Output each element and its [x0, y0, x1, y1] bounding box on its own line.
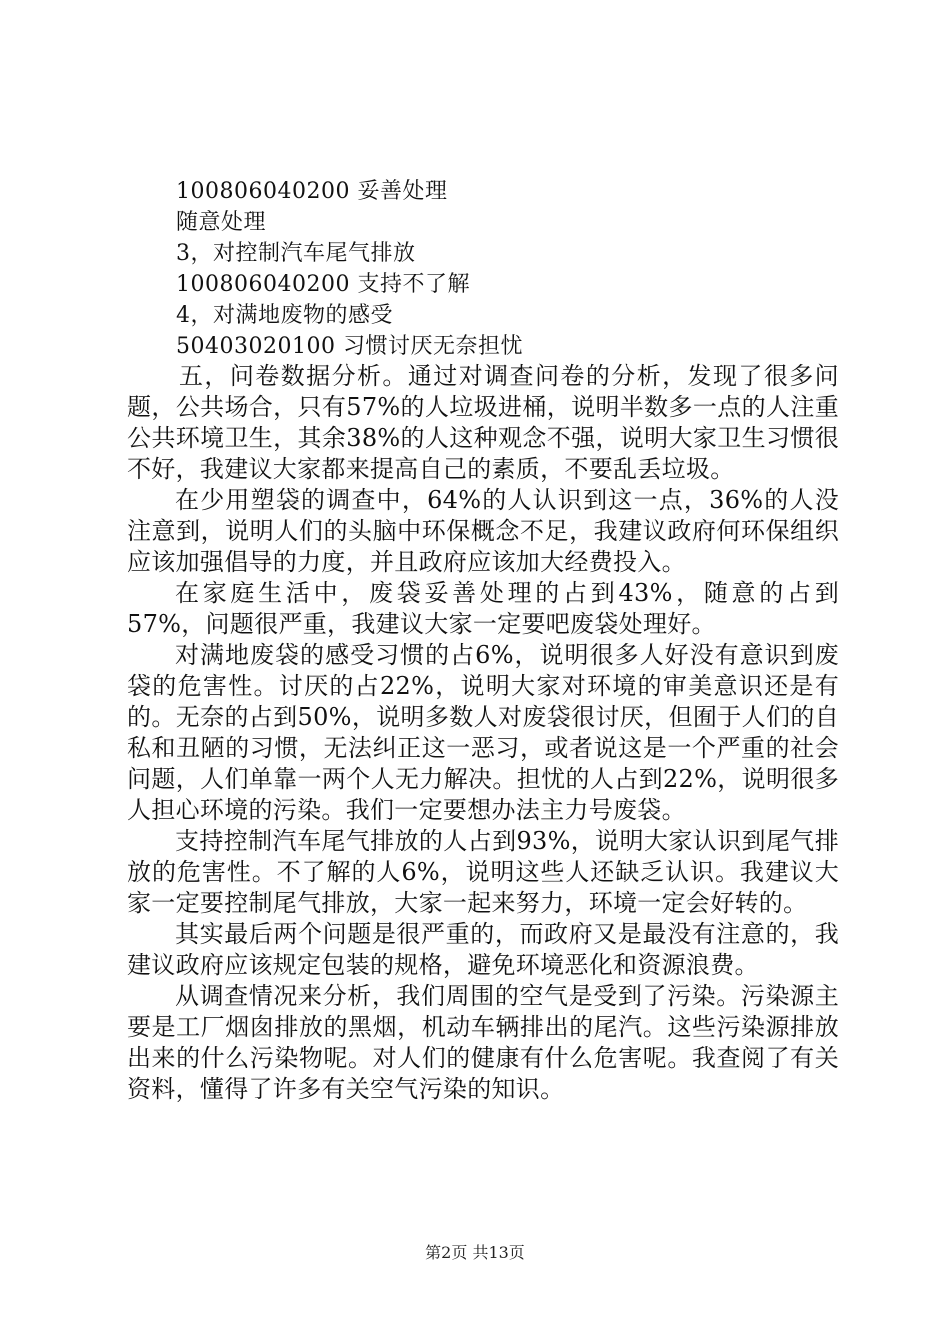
paragraph-household: 在家庭生活中，废袋妥善处理的占到43%，随意的占到57%，问题很严重，我建议大家一定要吧废袋处理好。	[127, 579, 839, 638]
paragraph-plastic-bags: 在少用塑袋的调查中，64%的人认识到这一点，36%的人没注意到，说明人们的头脑中环保概念不足，我建议政府何环保组织应该加强倡导的力度，并且政府应该加大经费投入。	[127, 486, 839, 576]
paragraph-packaging: 其实最后两个问题是很严重的，而政府又是最没有注意的，我建议政府应该规定包装的规格，避免环境恶化和资源浪费。	[127, 920, 839, 979]
list-line: 100806040200 妥善处理	[176, 179, 448, 204]
list-line: 100806040200 支持不了解	[176, 272, 470, 297]
list-line: 50403020100 习惯讨厌无奈担忧	[176, 334, 523, 359]
list-line: 4，对满地废物的感受	[176, 303, 393, 328]
paragraph-questionnaire-analysis: 五，问卷数据分析。通过对调查问卷的分析，发现了很多问题，公共场合，只有57%的人垃圾进桶，说明半数多一点的人注重公共环境卫生，其余38%的人这种观念不强，说明大家卫生习惯很不好，我建议大家都来提高自己的素质，不要乱丢垃圾。	[127, 362, 839, 483]
page-number-footer: 第2页 共13页	[425, 1243, 525, 1262]
survey-options-list	[176, 176, 836, 362]
list-line: 随意处理	[176, 210, 267, 235]
analysis-body	[127, 361, 839, 1105]
paragraph-exhaust: 支持控制汽车尾气排放的人占到93%，说明大家认识到尾气排放的危害性。不了解的人6%，说明这些人还缺乏认识。我建议大家一定要控制尾气排放，大家一起来努力，环境一定会好转的。	[127, 827, 839, 917]
list-line: 3，对控制汽车尾气排放	[176, 241, 416, 266]
paragraph-air-pollution: 从调查情况来分析，我们周围的空气是受到了污染。污染源主要是工厂烟囱排放的黑烟，机动车辆排出的尾汽。这些污染源排放出来的什么污染物呢。对人们的健康有什么危害呢。我查阅了有关资料，懂得了许多有关空气污染的知识。	[127, 982, 839, 1103]
paragraph-waste-feelings: 对满地废袋的感受习惯的占6%，说明很多人好没有意识到废袋的危害性。讨厌的占22%，说明大家对环境的审美意识还是有的。无奈的占到50%，说明多数人对废袋很讨厌，但囿于人们的自私和丑陋的习惯，无法纠正这一恶习，或者说这是一个严重的社会问题，人们单靠一两个人无力解决。担忧的人占到22%，说明很多人担心环境的污染。我们一定要想办法主力号废袋。	[127, 641, 839, 824]
